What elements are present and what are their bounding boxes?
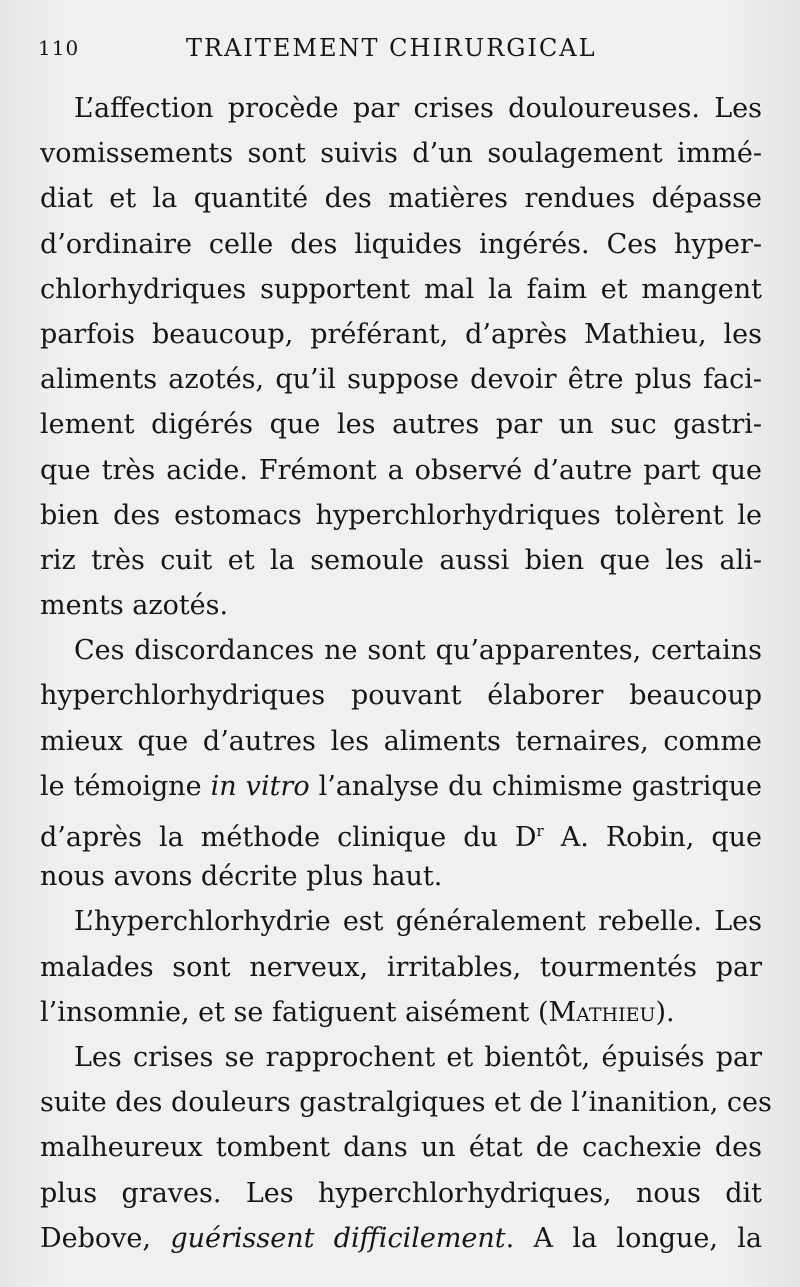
text-line: vomissements sont suivis d’un soulagement immé-	[40, 138, 762, 170]
text-line: hyperchlorhydriques pouvant élaborer beaucoup	[40, 680, 762, 712]
superscript-text: r	[536, 822, 544, 840]
small-caps-text: Mathieu	[548, 996, 656, 1028]
text-line: que très acide. Frémont a observé d’autre part que	[40, 454, 762, 486]
page-number: 110	[38, 36, 80, 60]
text-segment: l’analyse du chimisme gastrique	[309, 770, 762, 802]
text-line: L’affection procède par crises douloureuses. Les	[74, 93, 762, 124]
text-line: malades sont nerveux, irritables, tourmentés par	[40, 951, 762, 983]
text-segment: d’après la méthode clinique du D	[40, 822, 537, 853]
text-line: suite des douleurs gastralgiques et de l’inanition, ces	[40, 1087, 772, 1119]
text-line: riz très cuit et la semoule aussi bien que les ali-	[40, 544, 762, 576]
text-line: Les crises se rapprochent et bientôt, épuisés par	[74, 1041, 762, 1073]
text-segment: le témoigne	[40, 770, 211, 802]
body-text	[40, 86, 772, 1261]
text-line: chlorhydriques supportent mal la faim et mangent	[40, 273, 762, 305]
paragraph-2	[40, 628, 762, 899]
text-segment: l’insomnie, et se fatiguent aisément (	[40, 996, 549, 1028]
running-head: TRAITEMENT CHIRURGICAL	[186, 34, 597, 62]
text-line: aliments azotés, qu’il suppose devoir être plus faci-	[40, 364, 762, 396]
text-line: nous avons décrite plus haut.	[40, 861, 443, 893]
text-line: d’ordinaire celle des liquides ingérés. Ces hyper-	[40, 228, 762, 260]
text-line	[40, 1216, 762, 1261]
text-line: Ces discordances ne sont qu’apparentes, certains	[74, 635, 762, 667]
text-segment: . A la longue, la	[505, 1222, 762, 1254]
page-header	[38, 34, 658, 70]
text-line: plus graves. Les hyperchlorhydriques, nous dit	[40, 1177, 762, 1209]
text-line	[40, 764, 762, 809]
paragraph-4	[40, 1035, 772, 1261]
text-line: lement digérés que les autres par un suc gastri-	[40, 409, 762, 441]
text-line	[40, 990, 762, 1035]
paragraph-3	[40, 899, 762, 1035]
text-line: parfois beaucoup, préférant, d’après Mathieu, les	[40, 318, 762, 350]
text-segment: A. Robin, que	[543, 822, 762, 853]
text-line: L’hyperchlorhydrie est généralement rebelle. Les	[74, 906, 762, 938]
text-line: malheureux tombent dans un état de cachexie des	[40, 1132, 762, 1164]
text-line: mieux que d’autres les aliments ternaires, comme	[40, 725, 762, 757]
italic-text: guérissent difficilement	[170, 1222, 506, 1254]
text-segment: Debove,	[40, 1222, 171, 1254]
text-line	[40, 809, 762, 854]
text-segment: ).	[655, 996, 675, 1028]
text-line: bien des estomacs hyperchlorhydriques tolèrent le	[40, 499, 762, 531]
italic-text: in vitro	[210, 770, 310, 802]
text-line: ments azotés.	[40, 590, 229, 622]
text-line: diat et la quantité des matières rendues dépasse	[40, 183, 762, 215]
paragraph-1	[40, 86, 762, 628]
